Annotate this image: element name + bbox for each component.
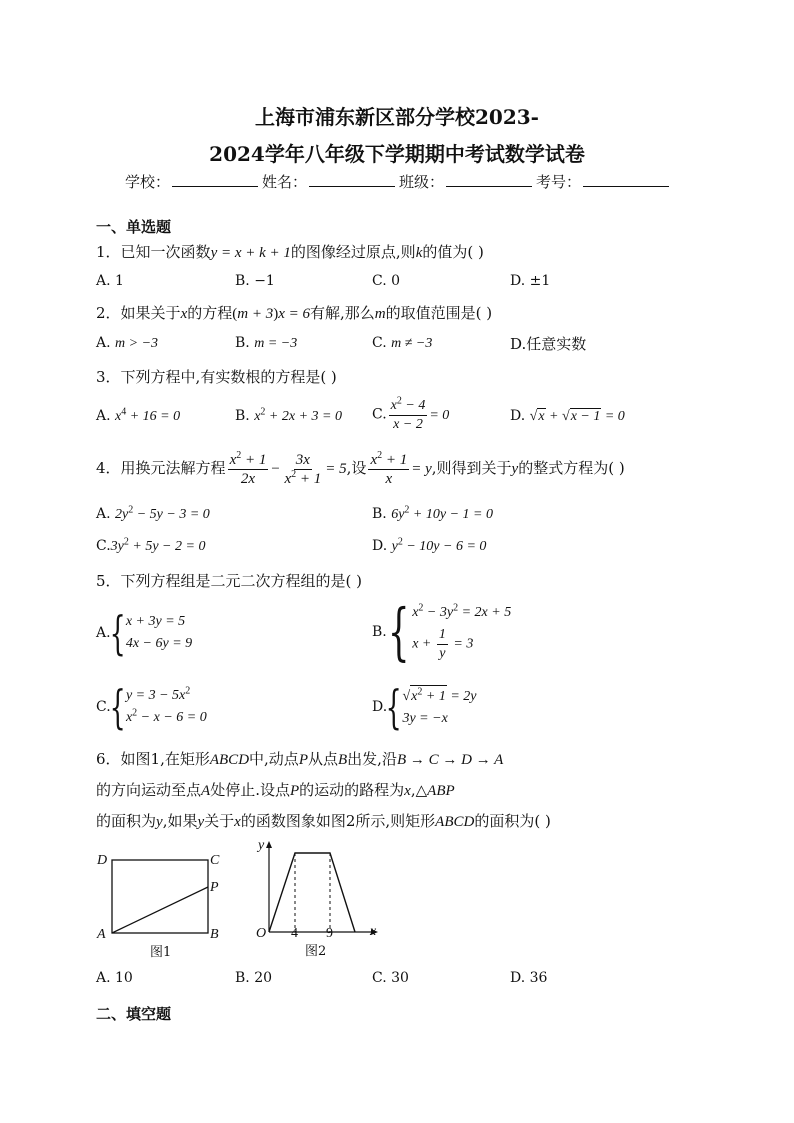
info-fields [125, 171, 673, 192]
question-6-line2: 的方向运动至点A处停止.设点P的运动的路程为x,△ABP [96, 781, 455, 799]
examno-label: 考号： [536, 173, 582, 191]
q2-var-x: x [180, 306, 188, 322]
q3-number: 3． [96, 368, 121, 386]
question-2 [96, 302, 492, 323]
fig2-caption: 图2 [305, 944, 327, 959]
q6-option-d[interactable]: D. 36 [510, 970, 548, 986]
q4-text-post2: 的整式方程为( ) [518, 458, 625, 477]
q1-text-pre: 已知一次函数 [120, 243, 211, 261]
label-a: A [97, 927, 106, 942]
q4-text-mid: ,设 [346, 458, 367, 477]
q4-substitution: $\frac{x^2 + 1}{x}$ = y [370, 450, 432, 487]
origin-label: O [256, 926, 267, 941]
q5-option-b[interactable]: B. { $x^2 - 3y^2 = 2x + 5$ x + $\frac{1}{y}$ = 3 [372, 594, 512, 668]
axis-label-y: y [258, 838, 265, 853]
class-label: 班级： [399, 173, 445, 191]
q2-var-m: m [374, 306, 386, 322]
q4-text-post: ,则得到关于 [431, 458, 512, 477]
q4-var: y [511, 460, 519, 477]
q1-text-post: 的图像经过原点,则 [290, 243, 416, 261]
q3-option-a[interactable]: A. $x^4 + 16 = 0$ [96, 406, 181, 424]
class-blank[interactable] [446, 174, 532, 187]
question-6-line1: 6．如图1,在矩形ABCD中,动点P从点B出发,沿B → C → D → A [96, 750, 504, 768]
function-graph [269, 853, 355, 932]
figure-1 [92, 845, 232, 965]
q1-number: 1． [96, 243, 121, 261]
q5-option-d[interactable]: D. { $√x^2 + 1 = 2y$ 3y = −x [372, 680, 477, 734]
q2-number: 2． [96, 304, 121, 322]
q1-option-d[interactable]: D. ±1 [510, 273, 551, 289]
q4-text-pre: 用换元法解方程 [120, 458, 226, 477]
q2-option-a[interactable]: A. m > −3 [96, 335, 159, 351]
name-label: 姓名： [262, 173, 308, 191]
q4-option-b[interactable]: B. $6y^2 + 10y - 1 = 0$ [372, 504, 493, 522]
name-blank[interactable] [309, 174, 395, 187]
school-label: 学校： [125, 173, 171, 191]
tick-label-4: 4 [291, 926, 298, 941]
q1-text-post2: 的值为( ) [422, 243, 484, 261]
q2-formula: (m + 3)x = 6 [232, 306, 310, 322]
section-title-2: 二、填空题 [96, 1005, 172, 1023]
q1-option-b[interactable]: B. −1 [235, 273, 275, 289]
axis-label-x: x [370, 924, 377, 939]
q3-option-d[interactable]: D. √x + √x − 1 = 0 [510, 408, 625, 424]
q6-option-c[interactable]: C. 30 [372, 970, 409, 986]
q3-text: 下列方程中,有实数根的方程是( ) [120, 368, 337, 386]
label-d: D [97, 853, 108, 868]
section-title-1: 一、单选题 [96, 218, 172, 236]
question-6-line3: 的面积为y,如果y关于x的函数图象如图2所示,则矩形ABCD的面积为( ) [96, 812, 551, 830]
q5-number: 5． [96, 572, 121, 590]
q4-option-a[interactable]: A. $2y^2 - 5y - 3 = 0$ [96, 504, 210, 522]
q4-option-c[interactable]: $C.3y^2 + 5y - 2 = 0$ [96, 536, 206, 554]
q5-text: 下列方程组是二元二次方程组的是( ) [120, 572, 363, 590]
tick-label-9: 9 [326, 926, 333, 941]
page-title-line1: 上海市浦东新区部分学校2023- [255, 105, 539, 129]
q6-option-a[interactable]: A. 10 [96, 970, 133, 986]
label-p: P [210, 880, 219, 895]
rectangle-abcd [112, 860, 208, 933]
q2-text-mid: 的方程 [187, 304, 233, 322]
question-5 [96, 570, 362, 591]
q1-formula: y = x + k + 1 [210, 245, 291, 261]
q5-option-a[interactable]: A. { x + 3y = 5 4x − 6y = 9 [96, 606, 193, 660]
q3-option-b[interactable]: B. $x^2 + 2x + 3 = 0$ [235, 406, 342, 424]
q2-option-d[interactable]: D.任意实数 [510, 335, 587, 353]
q4-equation: $\frac{x^2 + 1}{2x}$ − $\frac{3x}{x^2 + 1}$ = 5 [229, 450, 347, 487]
examno-blank[interactable] [583, 174, 669, 187]
q2-option-c[interactable]: C. m ≠ −3 [372, 335, 433, 351]
school-blank[interactable] [172, 174, 258, 187]
figure-2 [250, 835, 390, 965]
fig1-caption: 图1 [150, 945, 172, 960]
q4-number: 4． [96, 458, 121, 477]
q3-option-c[interactable]: C. $\frac{x^2 - 4}{x - 2}$ = 0 [372, 395, 450, 432]
q1-option-c[interactable]: C. 0 [372, 273, 401, 289]
q6-option-b[interactable]: B. 20 [235, 970, 273, 986]
question-4 [96, 451, 625, 488]
label-b: B [210, 927, 219, 942]
q2-text-post: 有解,那么 [310, 304, 375, 322]
question-1 [96, 241, 484, 262]
q2-text-pre: 如果关于 [120, 304, 181, 322]
q1-var: k [415, 245, 423, 261]
segment-ap [112, 887, 208, 933]
page-title-line2: 2024学年八年级下学期期中考试数学试卷 [209, 142, 585, 166]
label-c: C [210, 853, 220, 868]
q2-text-post2: 的取值范围是( ) [385, 304, 493, 322]
q1-option-a[interactable]: A. 1 [96, 273, 124, 289]
question-3 [96, 366, 337, 387]
q4-option-d[interactable]: D. $y^2 - 10y - 6 = 0$ [372, 536, 487, 554]
q2-option-b[interactable]: B. m = −3 [235, 335, 298, 351]
q5-option-c[interactable]: C. { $y = 3 - 5x^2$ $x^2 - x - 6 = 0$ [96, 680, 207, 734]
